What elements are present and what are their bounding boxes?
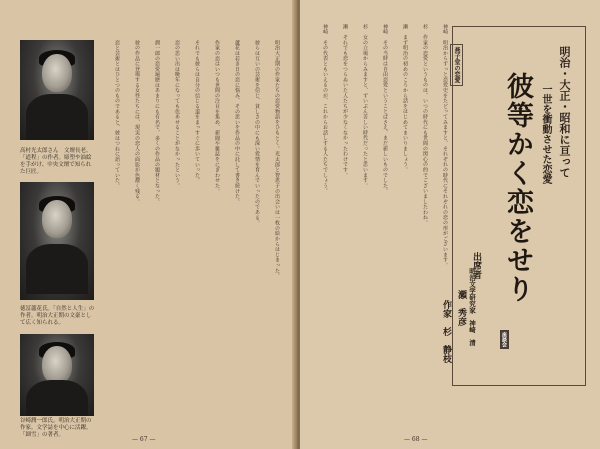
right-text-column-7: 神崎 その代表ともいえるのが、これからお話しする人たちでしょう。: [322, 24, 328, 194]
title-kicker-2: 一世を衝動させた恋愛: [540, 84, 551, 184]
right-text-column-3: 瀬 まず明治の初めのころから話をはじめてまいりましょう。: [402, 24, 408, 173]
right-folio: — 68 —: [404, 436, 428, 443]
right-text-column-5: 杉 女の立場からみますと、ずいぶん苦しい時代だったと思います。: [362, 24, 368, 189]
right-text-column-2: 杉 作家の恋愛というものは、いつの時代にも世間の関心の的でございましたわね。: [422, 24, 428, 226]
portrait-photo-1: [20, 40, 94, 140]
right-text-column-1: 神崎 明治からずっと恋愛史をたどってみますと、それぞれの時代にそれぞれの恋の形がございます。: [442, 24, 448, 268]
section-label: 燕子堂の恋愛: [450, 44, 463, 86]
left-text-column-5: それでも彼らは自分の信じる道をまっすぐに歩いていった。: [194, 40, 200, 184]
attendee-3: 作家 杉 静枝: [441, 300, 451, 363]
left-text-column-8: 彼の作品に登場する女性たちには、現実の恋人の面影が色濃く残る。: [134, 40, 140, 205]
feature-stamp: 座談会: [501, 332, 507, 347]
portrait-photo-2: [20, 182, 94, 300]
portrait-photo-3: [20, 334, 94, 416]
left-page: [0, 0, 296, 449]
portrait-caption-2: 徳冨蘆花氏。「自然と人生」の作者。明治大正期の文豪として広く知られる。: [20, 306, 95, 326]
portrait-caption-3: 谷崎潤一郎氏。明治大正期の作家。文学誌を中心に活躍。「細雪」の著者。: [20, 418, 92, 438]
right-text-column-4: 神崎 その当時は自由恋愛ということばさえ、まだ新しいものでした。: [382, 24, 388, 194]
left-text-column-6: 恋の思い出は晩年になっても色あせることがなかったという。: [174, 40, 180, 189]
right-text-column-6: 瀬 それでも恋をつらぬいた人たちが少なくなかったわけです。: [342, 24, 348, 178]
left-text-column-9: 恋と芸術とはひとつのものであると、彼はつねに語っていた。: [114, 40, 120, 189]
left-text-column-2: 彼らは互いの芸術を信じ、貧しさの中にも深い愛情を育んでいったのである。: [254, 40, 260, 226]
attendee-1: 瀬 秀彦: [456, 290, 466, 326]
title-kicker-1: 明治・大正・昭和に亘って: [558, 46, 571, 178]
left-folio: — 67 —: [132, 436, 156, 443]
left-text-column-4: 作家の恋はいつも世間の注目を集め、新聞や雑誌をにぎわせた。: [214, 40, 220, 194]
portrait-caption-1: 高村光太郎さん 文壇長老。「道程」の作者。彫塑や油絵を手がけ、中央文壇で知られた巨匠。: [20, 148, 92, 175]
left-text-column-1: 明治大正期の作家たちの恋愛物語をひもとく。光太郎と智恵子の出会いは一枚の絵からはじまった。: [274, 40, 280, 279]
feature-title: 彼等かく恋をせり: [502, 72, 533, 304]
attendee-2: 明治文学研究家 神崎 清: [468, 268, 476, 346]
left-text-column-7: 潤一郎の恋愛遍歴はあまりにも有名で、多くの作品の題材となった。: [154, 40, 160, 205]
left-text-column-3: 蘆花は若き日の恋に悩み、その思いを作品の中に託して書き続けた。: [234, 40, 240, 205]
attendees-label: 出席者: [471, 252, 481, 279]
